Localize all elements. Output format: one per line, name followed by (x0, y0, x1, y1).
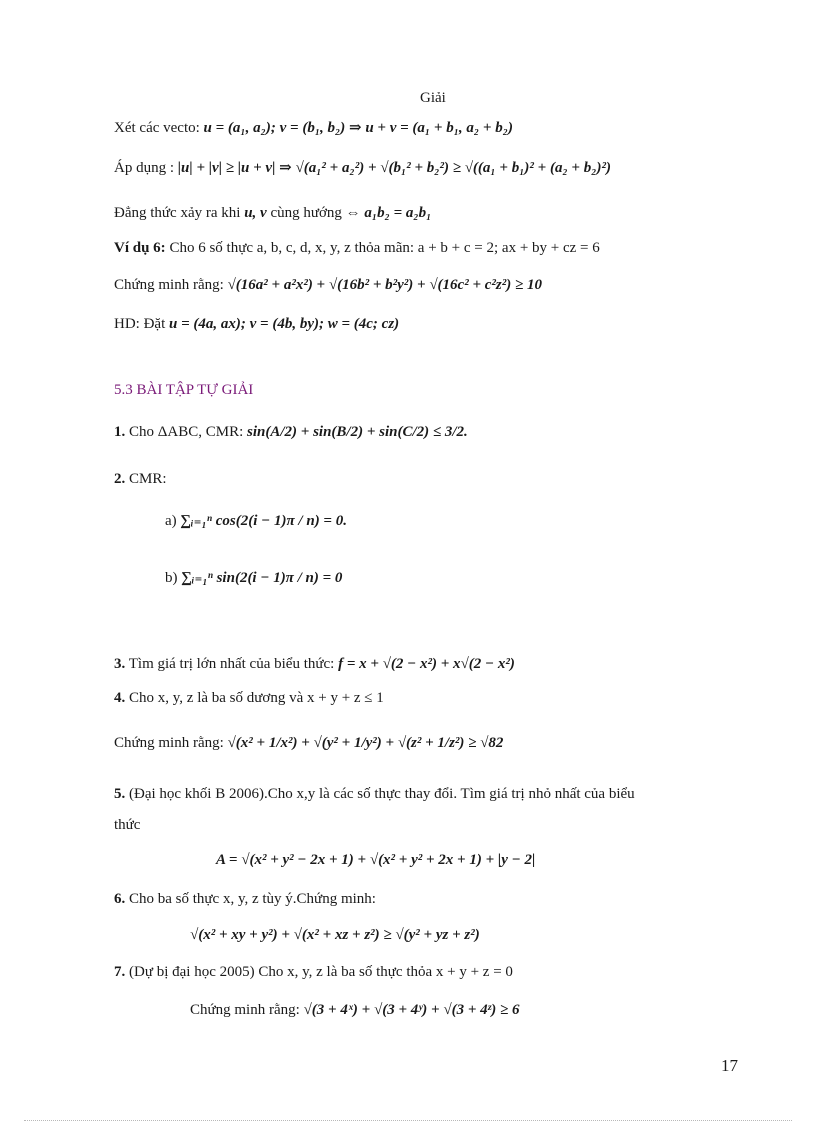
exercise-7-formula: √(3 + 4ˣ) + √(3 + 4ʸ) + √(3 + 4ᶻ) ≥ 6 (303, 1002, 520, 1018)
example-6-line: Ví dụ 6: Cho 6 số thực a, b, c, d, x, y, z thỏa mãn: a + b + c = 2; ax + by + cz = 6 (114, 240, 600, 256)
prove-formula-1: √(16a² + a²x²) + √(16b² + b²y²) + √(16c² + c²z²) ≥ 10 (227, 277, 542, 293)
exercise-4-formula: √(x² + 1/x²) + √(y² + 1/y²) + √(z² + 1/z²) ≥ √82 (227, 735, 504, 751)
prove-line-1: Chứng minh rằng: √(16a² + a²x²) + √(16b² + b²y²) + √(16c² + c²z²) ≥ 10 (114, 277, 542, 293)
hint-line: HD: Đặt u = (4a, ax); v = (4b, by); w = (4c; cz) (114, 316, 400, 332)
exercise-1: 1. Cho ΔABC, CMR: sin(A/2) + sin(B/2) + sin(C/2) ≤ 3/2. (114, 424, 468, 440)
exercise-2a-formula: ∑ᵢ₌₁ⁿ cos(2(i − 1)π / n) = 0. (180, 513, 347, 529)
exercise-4: 4. Cho x, y, z là ba số dương và x + y + z ≤ 1 (114, 690, 384, 706)
apply-formula: |u| + |v| ≥ |u + v| ⇒ √(a₁² + a₂²) + √(b₁² + b₂²) ≥ √((a₁ + b₁)² + (a₂ + b₂)²) (177, 160, 611, 176)
exercise-6-formula: √(x² + xy + y²) + √(x² + xz + z²) ≥ √(y² + yz + z²) (190, 927, 480, 943)
vector-definition-line: Xét các vecto: u = (a₁, a₂); v = (b₁, b₂) ⇒ u + v = (a₁ + b₁, a₂ + b₂) (114, 120, 513, 136)
exercise-5: 5. (Đại học khối B 2006).Cho x,y là các số thực thay đổi. Tìm giá trị nhỏ nhất của biểu (114, 786, 635, 802)
exercise-6: 6. Cho ba số thực x, y, z tùy ý.Chứng minh: (114, 891, 376, 907)
vector-formula: u = (a₁, a₂); v = (b₁, b₂) ⇒ u + v = (a₁ + b₁, a₂ + b₂) (203, 120, 513, 136)
exercise-1-formula: sin(A/2) + sin(B/2) + sin(C/2) ≤ 3/2. (247, 424, 468, 440)
footer-divider (24, 1120, 792, 1121)
page-number: 17 (721, 1056, 738, 1075)
exercise-5-line2: thức (114, 817, 141, 833)
exercise-3-formula: f = x + √(2 − x²) + x√(2 − x²) (338, 656, 515, 672)
exercise-2b: b) ∑ᵢ₌₁ⁿ sin(2(i − 1)π / n) = 0 (165, 570, 343, 586)
equality-condition-line: Đẳng thức xảy ra khi u, v cùng hướng ⇔ a₁b₂ = a₂b₁ (114, 205, 432, 221)
hint-formula: u = (4a, ax); v = (4b, by); w = (4c; cz) (169, 316, 400, 332)
exercise-5-formula: A = √(x² + y² − 2x + 1) + √(x² + y² + 2x + 1) + |y − 2| (216, 852, 536, 868)
exercise-2b-formula: ∑ᵢ₌₁ⁿ sin(2(i − 1)π / n) = 0 (181, 570, 343, 586)
exercise-7-prove: Chứng minh rằng: √(3 + 4ˣ) + √(3 + 4ʸ) + √(3 + 4ᶻ) ≥ 6 (190, 1002, 520, 1018)
example-6-label: Ví dụ 6: (114, 240, 166, 256)
solution-heading: Giải (420, 90, 446, 106)
exercise-2a: a) ∑ᵢ₌₁ⁿ cos(2(i − 1)π / n) = 0. (165, 513, 347, 529)
section-heading: 5.3 BÀI TẬP TỰ GIẢI (114, 382, 254, 398)
exercise-7: 7. (Dự bị đại học 2005) Cho x, y, z là ba số thực thỏa x + y + z = 0 (114, 964, 513, 980)
exercise-4-prove: Chứng minh rằng: √(x² + 1/x²) + √(y² + 1/y²) + √(z² + 1/z²) ≥ √82 (114, 735, 504, 751)
exercise-3: 3. Tìm giá trị lớn nhất của biểu thức: f = x + √(2 − x²) + x√(2 − x²) (114, 656, 515, 672)
exercise-2: 2. CMR: (114, 471, 167, 487)
equality-formula: ⇔ a₁b₂ = a₂b₁ (345, 205, 432, 221)
apply-line: Áp dụng : |u| + |v| ≥ |u + v| ⇒ √(a₁² + a₂²) + √(b₁² + b₂²) ≥ √((a₁ + b₁)² + (a₂ + b₂)²) (114, 160, 611, 176)
